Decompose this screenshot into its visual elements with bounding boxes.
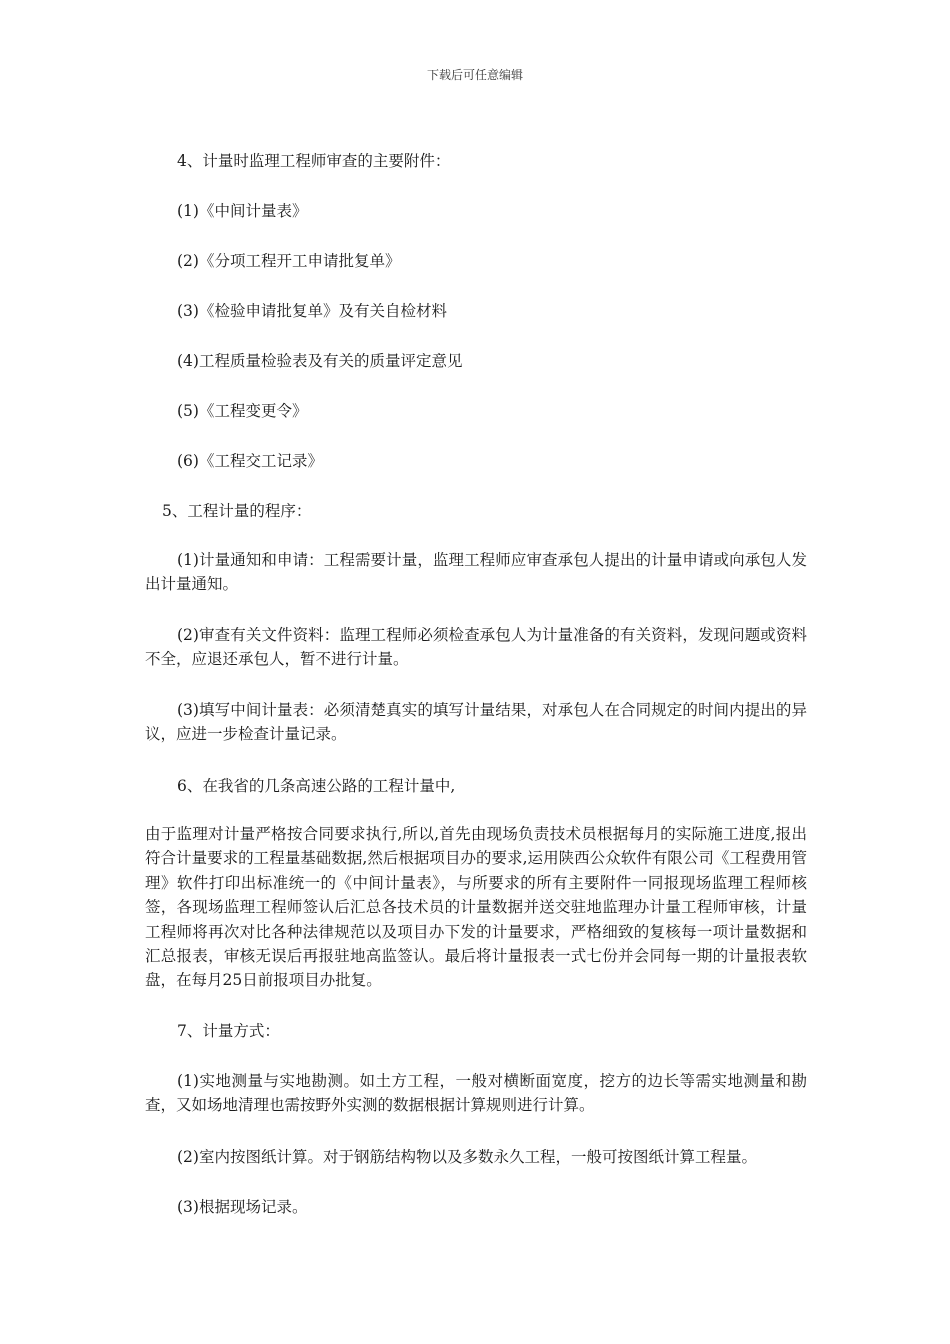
section4-item-2: (2)《分项工程开工申请批复单》 <box>177 252 401 270</box>
section4-heading: 4、计量时监理工程师审查的主要附件： <box>177 152 451 170</box>
section7-paragraph-1: (1)实地测量与实地勘测。如土方工程，一般对横断面宽度，挖方的边长等需实地测量和勘查，又如场地清理也需按野外实测的数据根据计算规则进行计算。 <box>145 1072 807 1115</box>
section4-item-6: (6)《工程交工记录》 <box>177 452 323 470</box>
section4-item-1: (1)《中间计量表》 <box>177 202 308 220</box>
section4-item-4: (4)工程质量检验表及有关的质量评定意见 <box>177 352 463 370</box>
section7-paragraph-2: (2)室内按图纸计算。对于钢筋结构物以及多数永久工程，一般可按图纸计算工程量。 <box>177 1148 757 1166</box>
section6-body: 由于监理对计量严格按合同要求执行,所以,首先由现场负责技术员根据每月的实际施工进度,报出符合计量要求的工程量基础数据,然后根据项目办的要求,运用陕西公众软件有限公司《工程费用管理》软件打印出标准统一的《中间计量表》，与所要求的所有主要附件一同报现场监理工程师核签，各现场监理工程师签认后汇总各技术员的计量数据并送交驻地监理办计量工程师审核，计量工程师将再次对比各种法律规范以及项目办下发的计量要求，严格细致的复核每一项计量数据和汇总报表，审核无误后再报驻地高监签认。最后将计量报表一式七份并会同每一期的计量报表软盘，在每月25日前报项目办批复。 <box>145 825 807 990</box>
section5-paragraph-2: (2)审查有关文件资料：监理工程师必须检查承包人为计量准备的有关资料，发现问题或资料不全，应退还承包人，暂不进行计量。 <box>145 626 807 669</box>
section5-paragraph-1: (1)计量通知和申请：工程需要计量，监理工程师应审查承包人提出的计量申请或向承包人发出计量通知。 <box>145 551 807 594</box>
section4-item-3: (3)《检验申请批复单》及有关自检材料 <box>177 302 447 320</box>
section7-paragraph-3: (3)根据现场记录。 <box>177 1198 308 1216</box>
page-header: 下载后可任意编辑 <box>426 68 523 82</box>
section5-heading: 5、工程计量的程序： <box>162 502 312 520</box>
section4-item-5: (5)《工程变更令》 <box>177 402 308 420</box>
section6-heading: 6、在我省的几条高速公路的工程计量中, <box>177 777 456 795</box>
section7-heading: 7、计量方式： <box>177 1022 280 1040</box>
section5-paragraph-3: (3)填写中间计量表：必须清楚真实的填写计量结果，对承包人在合同规定的时间内提出的异议，应进一步检查计量记录。 <box>145 701 807 744</box>
